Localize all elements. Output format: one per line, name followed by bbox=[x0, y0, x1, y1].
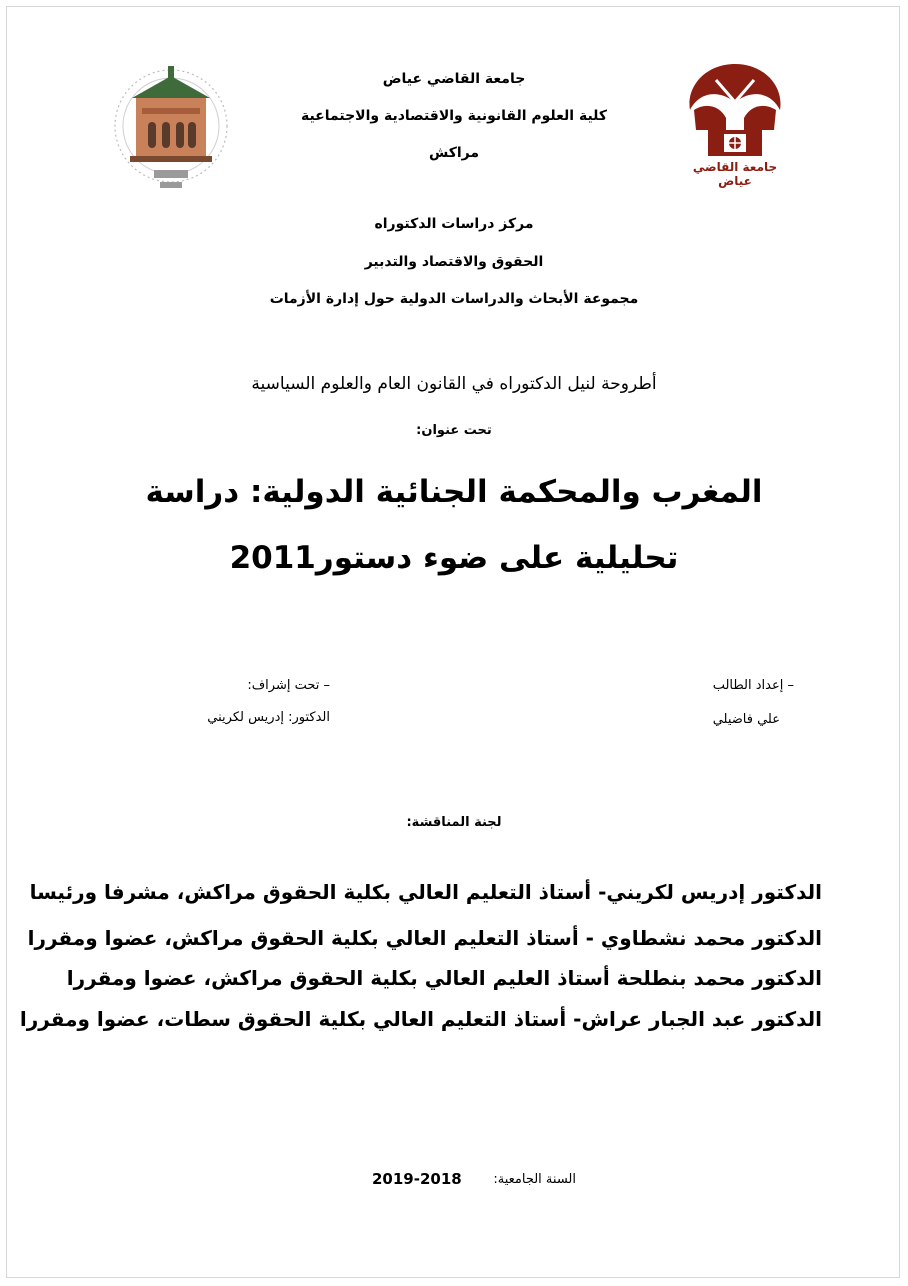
committee-heading: لجنة المناقشة: bbox=[406, 815, 502, 830]
doctoral-center: مركز دراسات الدكتوراه bbox=[374, 216, 534, 232]
committee-member: الدكتور محمد بنطلحة أستاذ العليم العالي بكلية الحقوق مراكش، عضوا ومقررا bbox=[66, 966, 822, 990]
academic-year-value: 2019-2018 bbox=[372, 1170, 462, 1188]
university-logo-caption: جامعة القاضي عياض bbox=[692, 160, 778, 188]
university-name: جامعة القاضي عياض bbox=[382, 71, 526, 87]
author-name: علي فاضيلي bbox=[712, 712, 780, 727]
thesis-title-line-2: تحليلية على ضوء دستور2011 bbox=[229, 540, 679, 576]
supervisor-label: – تحت إشراف: bbox=[247, 678, 330, 693]
faculty-name: كلية العلوم القانونية والاقتصادية والاجتماعية bbox=[300, 108, 608, 124]
author-label: – إعداد الطالب bbox=[712, 678, 794, 693]
committee-member: الدكتور محمد نشطاوي - أستاذ التعليم العالي بكلية الحقوق مراكش، عضوا ومقررا bbox=[27, 926, 822, 950]
thesis-degree: أطروحة لنيل الدكتوراه في القانون العام والعلوم السياسية bbox=[251, 374, 657, 394]
research-group: مجموعة الأبحاث والدراسات الدولية حول إدارة الأزمات bbox=[269, 291, 639, 307]
academic-year-label: السنة الجامعية: bbox=[493, 1172, 576, 1187]
under-title-label: تحت عنوان: bbox=[416, 423, 492, 438]
committee-member: الدكتور إدريس لكريني- أستاذ التعليم العالي بكلية الحقوق مراكش، مشرفا ورئيسا bbox=[29, 880, 822, 904]
doctoral-field: الحقوق والاقتصاد والتدبير bbox=[364, 254, 544, 270]
committee-member: الدكتور عبد الجبار عراش- أستاذ التعليم العالي بكلية الحقوق سطات، عضوا ومقررا bbox=[19, 1007, 822, 1031]
thesis-title-line-1: المغرب والمحكمة الجنائية الدولية: دراسة bbox=[145, 474, 763, 510]
supervisor-name: الدكتور: إدريس لكريني bbox=[207, 710, 330, 725]
city-name: مراكش bbox=[428, 145, 480, 161]
